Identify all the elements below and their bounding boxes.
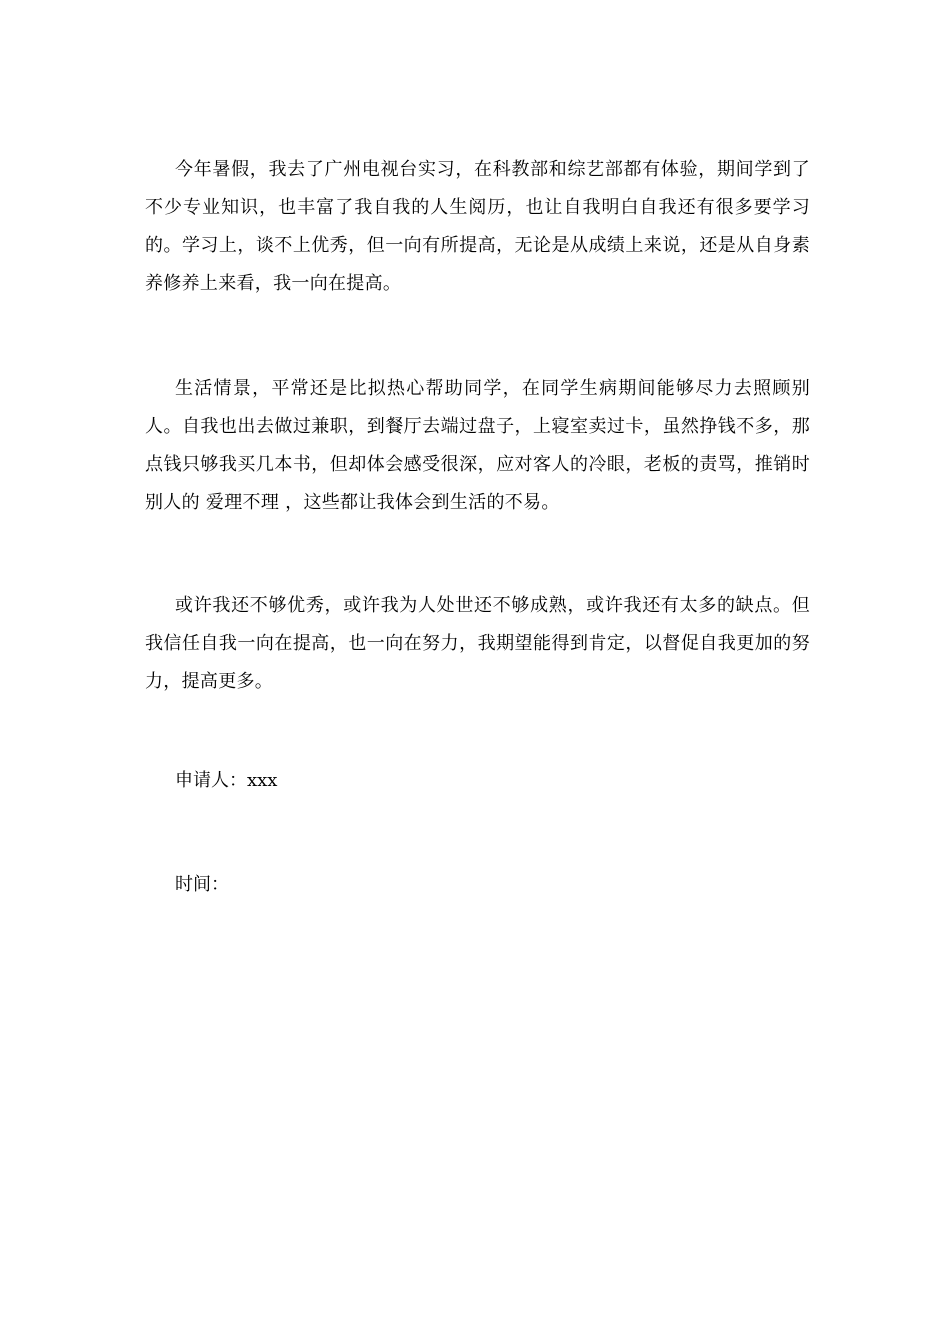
date-line	[175, 866, 229, 904]
paragraph-life: 生活情景，平常还是比拟热心帮助同学，在同学生病期间能够尽力去照顾别人。自我也出去做过兼职，到餐厅去端过盘子，上寝室卖过卡，虽然挣钱不多，那点钱只够我买几本书，但却体会感受很深，应对客人的冷眼，老板的责骂，推销时别人的 爱理不理 ，这些都让我体会到生活的不易。	[145, 378, 810, 513]
paragraph-conclusion: 或许我还不够优秀，或许我为人处世还不够成熟，或许我还有太多的缺点。但我信任自我一向在提高，也一向在努力，我期望能得到肯定，以督促自我更加的努力，提高更多。	[145, 595, 810, 692]
applicant-line	[175, 762, 277, 800]
applicant-label: 申请人：	[175, 770, 247, 791]
paragraph-internship: 今年暑假，我去了广州电视台实习，在科教部和综艺部都有体验，期间学到了不少专业知识，也丰富了我自我的人生阅历，也让自我明白自我还有很多要学习的。学习上，谈不上优秀，但一向有所提高，无论是从成绩上来说，还是从自身素养修养上来看，我一向在提高。	[145, 159, 810, 294]
applicant-value: xxx	[247, 770, 278, 791]
date-label: 时间：	[175, 874, 229, 895]
